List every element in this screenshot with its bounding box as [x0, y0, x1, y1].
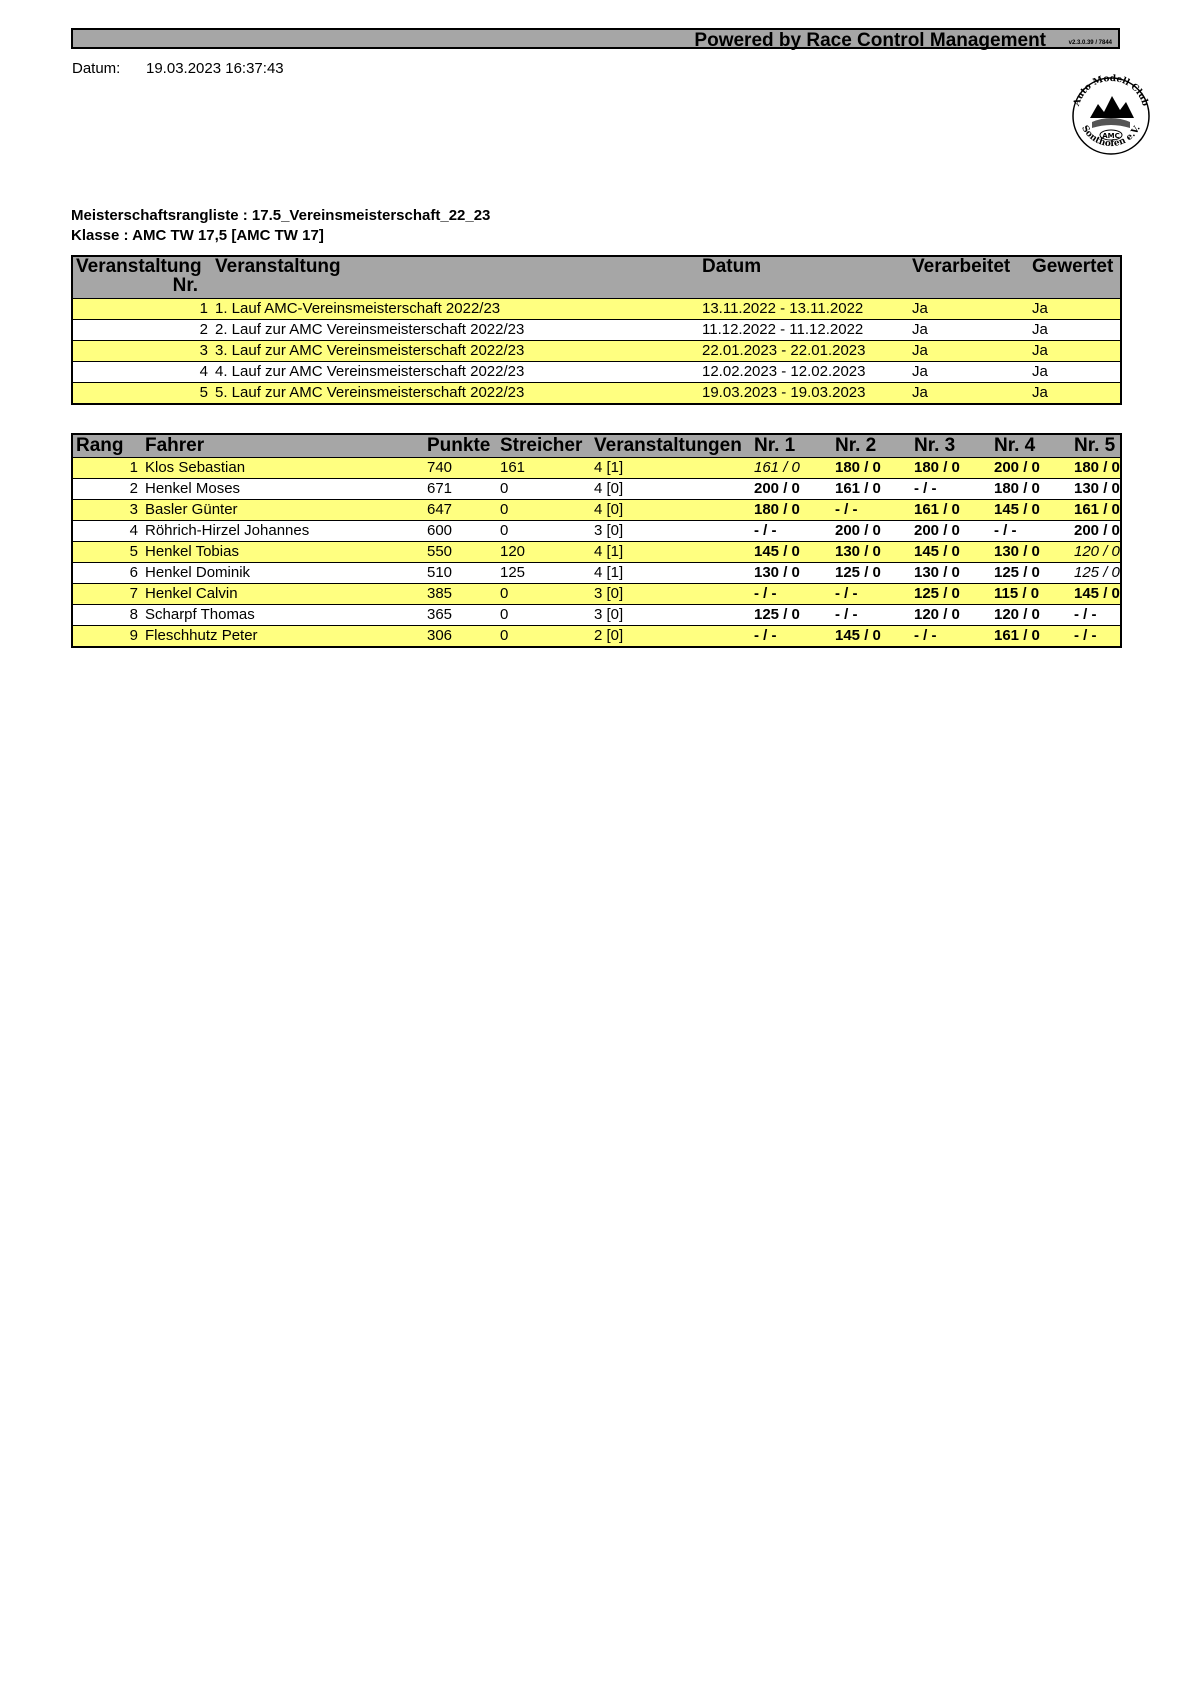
ranking-punkte: 600	[424, 521, 497, 542]
ranking-rang: 7	[72, 584, 142, 605]
ranking-result-nr1: 125 / 0	[751, 605, 832, 626]
ranking-header-fahrer: Fahrer	[142, 434, 424, 458]
events-header-row	[72, 256, 1121, 299]
ranking-result-nr5: 180 / 0	[1071, 458, 1121, 479]
ranking-rang: 8	[72, 605, 142, 626]
ranking-rang: 5	[72, 542, 142, 563]
event-row	[72, 362, 1121, 383]
event-nr: 5	[72, 383, 212, 405]
ranking-punkte: 647	[424, 500, 497, 521]
logo-text-mid: AMC	[1102, 132, 1120, 140]
ranking-result-nr4: - / -	[991, 521, 1071, 542]
ranking-veranstaltungen: 2 [0]	[591, 626, 751, 648]
event-verarbeitet: Ja	[909, 341, 1029, 362]
ranking-streicher: 0	[497, 500, 591, 521]
ranking-fahrer: Klos Sebastian	[142, 458, 424, 479]
ranking-result-nr5: 120 / 0	[1071, 542, 1121, 563]
ranking-header-nr3: Nr. 3	[911, 434, 991, 458]
ranking-fahrer: Fleschhutz Peter	[142, 626, 424, 648]
ranking-rang: 6	[72, 563, 142, 584]
ranking-result-nr1: 180 / 0	[751, 500, 832, 521]
ranking-result-nr3: 161 / 0	[911, 500, 991, 521]
ranking-veranstaltungen: 4 [0]	[591, 479, 751, 500]
ranking-header-punkte: Punkte	[424, 434, 497, 458]
event-verarbeitet: Ja	[909, 299, 1029, 320]
ranking-rang: 9	[72, 626, 142, 648]
ranking-result-nr1: - / -	[751, 584, 832, 605]
event-row	[72, 341, 1121, 362]
klasse-title: Klasse : AMC TW 17,5 [AMC TW 17]	[71, 227, 324, 244]
ranking-row	[72, 563, 1121, 584]
ranking-veranstaltungen: 4 [0]	[591, 500, 751, 521]
ranking-fahrer: Henkel Dominik	[142, 563, 424, 584]
datum-value: 19.03.2023 16:37:43	[146, 60, 284, 77]
event-gewertet: Ja	[1029, 383, 1121, 405]
ranking-result-nr5: 161 / 0	[1071, 500, 1121, 521]
ranking-result-nr1: 145 / 0	[751, 542, 832, 563]
ranking-punkte: 510	[424, 563, 497, 584]
series-title: Meisterschaftsrangliste : 17.5_Vereinsmeisterschaft_22_23	[71, 207, 491, 224]
logo-text-top: Auto Modell Club	[1072, 73, 1150, 108]
ranking-row	[72, 500, 1121, 521]
ranking-result-nr3: 125 / 0	[911, 584, 991, 605]
ranking-result-nr3: - / -	[911, 626, 991, 648]
ranking-fahrer: Henkel Moses	[142, 479, 424, 500]
ranking-header-nr5: Nr. 5	[1071, 434, 1121, 458]
ranking-result-nr1: - / -	[751, 521, 832, 542]
powered-by-text: Powered by Race Control Management	[694, 30, 1046, 51]
datum-label: Datum:	[72, 60, 121, 77]
event-name: 3. Lauf zur AMC Vereinsmeisterschaft 2022/23	[212, 341, 699, 362]
ranking-row	[72, 626, 1121, 648]
events-table	[71, 255, 1122, 405]
ranking-row	[72, 458, 1121, 479]
event-datum: 11.12.2022 - 11.12.2022	[699, 320, 909, 341]
ranking-result-nr5: 130 / 0	[1071, 479, 1121, 500]
event-name: 1. Lauf AMC-Vereinsmeisterschaft 2022/23	[212, 299, 699, 320]
ranking-streicher: 0	[497, 584, 591, 605]
ranking-result-nr4: 200 / 0	[991, 458, 1071, 479]
ranking-result-nr3: - / -	[911, 479, 991, 500]
event-nr: 2	[72, 320, 212, 341]
event-gewertet: Ja	[1029, 362, 1121, 383]
ranking-result-nr2: 130 / 0	[832, 542, 911, 563]
events-header-name: Veranstaltung	[212, 256, 699, 299]
event-verarbeitet: Ja	[909, 362, 1029, 383]
amc-sonthofen-logo-icon	[1068, 66, 1154, 162]
event-row	[72, 320, 1121, 341]
ranking-header-nr1: Nr. 1	[751, 434, 832, 458]
event-gewertet: Ja	[1029, 299, 1121, 320]
ranking-header-streicher: Streicher	[497, 434, 591, 458]
ranking-streicher: 161	[497, 458, 591, 479]
ranking-header-veranstaltungen: Veranstaltungen	[591, 434, 751, 458]
ranking-result-nr5: - / -	[1071, 626, 1121, 648]
ranking-result-nr3: 200 / 0	[911, 521, 991, 542]
ranking-row	[72, 605, 1121, 626]
ranking-rang: 1	[72, 458, 142, 479]
ranking-fahrer: Scharpf Thomas	[142, 605, 424, 626]
events-header-verarbeitet: Verarbeitet	[909, 256, 1029, 299]
ranking-result-nr1: 130 / 0	[751, 563, 832, 584]
ranking-result-nr2: 161 / 0	[832, 479, 911, 500]
event-name: 2. Lauf zur AMC Vereinsmeisterschaft 2022/23	[212, 320, 699, 341]
ranking-result-nr2: - / -	[832, 584, 911, 605]
ranking-punkte: 365	[424, 605, 497, 626]
ranking-streicher: 125	[497, 563, 591, 584]
ranking-punkte: 671	[424, 479, 497, 500]
ranking-result-nr3: 145 / 0	[911, 542, 991, 563]
version-text: v2.3.0.39 / 7844	[1068, 40, 1112, 46]
event-nr: 1	[72, 299, 212, 320]
ranking-result-nr5: 125 / 0	[1071, 563, 1121, 584]
ranking-result-nr5: 200 / 0	[1071, 521, 1121, 542]
ranking-result-nr4: 161 / 0	[991, 626, 1071, 648]
ranking-result-nr4: 125 / 0	[991, 563, 1071, 584]
event-gewertet: Ja	[1029, 320, 1121, 341]
ranking-result-nr4: 115 / 0	[991, 584, 1071, 605]
event-gewertet: Ja	[1029, 341, 1121, 362]
event-verarbeitet: Ja	[909, 320, 1029, 341]
ranking-punkte: 306	[424, 626, 497, 648]
ranking-result-nr5: - / -	[1071, 605, 1121, 626]
ranking-row	[72, 479, 1121, 500]
event-verarbeitet: Ja	[909, 383, 1029, 405]
header-bar	[71, 28, 1120, 49]
ranking-result-nr3: 180 / 0	[911, 458, 991, 479]
ranking-header-rang: Rang	[72, 434, 142, 458]
datum-line	[72, 60, 284, 77]
ranking-result-nr2: - / -	[832, 605, 911, 626]
event-row	[72, 299, 1121, 320]
ranking-result-nr5: 145 / 0	[1071, 584, 1121, 605]
ranking-veranstaltungen: 4 [1]	[591, 563, 751, 584]
event-name: 4. Lauf zur AMC Vereinsmeisterschaft 2022/23	[212, 362, 699, 383]
ranking-rang: 3	[72, 500, 142, 521]
ranking-rang: 4	[72, 521, 142, 542]
event-row	[72, 383, 1121, 405]
ranking-punkte: 550	[424, 542, 497, 563]
ranking-veranstaltungen: 3 [0]	[591, 521, 751, 542]
event-datum: 22.01.2023 - 22.01.2023	[699, 341, 909, 362]
events-header-datum: Datum	[699, 256, 909, 299]
ranking-row	[72, 584, 1121, 605]
ranking-punkte: 385	[424, 584, 497, 605]
events-header-gewertet: Gewertet	[1029, 256, 1121, 299]
ranking-row	[72, 521, 1121, 542]
ranking-result-nr4: 120 / 0	[991, 605, 1071, 626]
ranking-result-nr3: 130 / 0	[911, 563, 991, 584]
event-nr: 3	[72, 341, 212, 362]
ranking-result-nr4: 145 / 0	[991, 500, 1071, 521]
ranking-streicher: 120	[497, 542, 591, 563]
ranking-result-nr3: 120 / 0	[911, 605, 991, 626]
ranking-result-nr1: - / -	[751, 626, 832, 648]
events-header-nr: Veranstaltung Nr.	[72, 256, 212, 299]
ranking-result-nr2: 145 / 0	[832, 626, 911, 648]
logo-text-bottom: Sonthofen e.V.	[1079, 123, 1143, 150]
ranking-result-nr2: 200 / 0	[832, 521, 911, 542]
ranking-header-nr2: Nr. 2	[832, 434, 911, 458]
ranking-result-nr2: 180 / 0	[832, 458, 911, 479]
ranking-result-nr4: 130 / 0	[991, 542, 1071, 563]
ranking-punkte: 740	[424, 458, 497, 479]
ranking-veranstaltungen: 3 [0]	[591, 584, 751, 605]
event-name: 5. Lauf zur AMC Vereinsmeisterschaft 2022/23	[212, 383, 699, 405]
ranking-table	[71, 433, 1122, 648]
ranking-fahrer: Röhrich-Hirzel Johannes	[142, 521, 424, 542]
ranking-header-row	[72, 434, 1121, 458]
ranking-streicher: 0	[497, 521, 591, 542]
ranking-result-nr2: - / -	[832, 500, 911, 521]
event-datum: 19.03.2023 - 19.03.2023	[699, 383, 909, 405]
ranking-streicher: 0	[497, 479, 591, 500]
ranking-result-nr4: 180 / 0	[991, 479, 1071, 500]
event-datum: 13.11.2022 - 13.11.2022	[699, 299, 909, 320]
ranking-fahrer: Basler Günter	[142, 500, 424, 521]
ranking-result-nr1: 200 / 0	[751, 479, 832, 500]
ranking-veranstaltungen: 4 [1]	[591, 542, 751, 563]
ranking-veranstaltungen: 3 [0]	[591, 605, 751, 626]
ranking-streicher: 0	[497, 626, 591, 648]
ranking-fahrer: Henkel Tobias	[142, 542, 424, 563]
ranking-fahrer: Henkel Calvin	[142, 584, 424, 605]
event-datum: 12.02.2023 - 12.02.2023	[699, 362, 909, 383]
ranking-rang: 2	[72, 479, 142, 500]
ranking-header-nr4: Nr. 4	[991, 434, 1071, 458]
ranking-result-nr2: 125 / 0	[832, 563, 911, 584]
ranking-veranstaltungen: 4 [1]	[591, 458, 751, 479]
event-nr: 4	[72, 362, 212, 383]
ranking-streicher: 0	[497, 605, 591, 626]
ranking-result-nr1: 161 / 0	[751, 458, 832, 479]
ranking-row	[72, 542, 1121, 563]
